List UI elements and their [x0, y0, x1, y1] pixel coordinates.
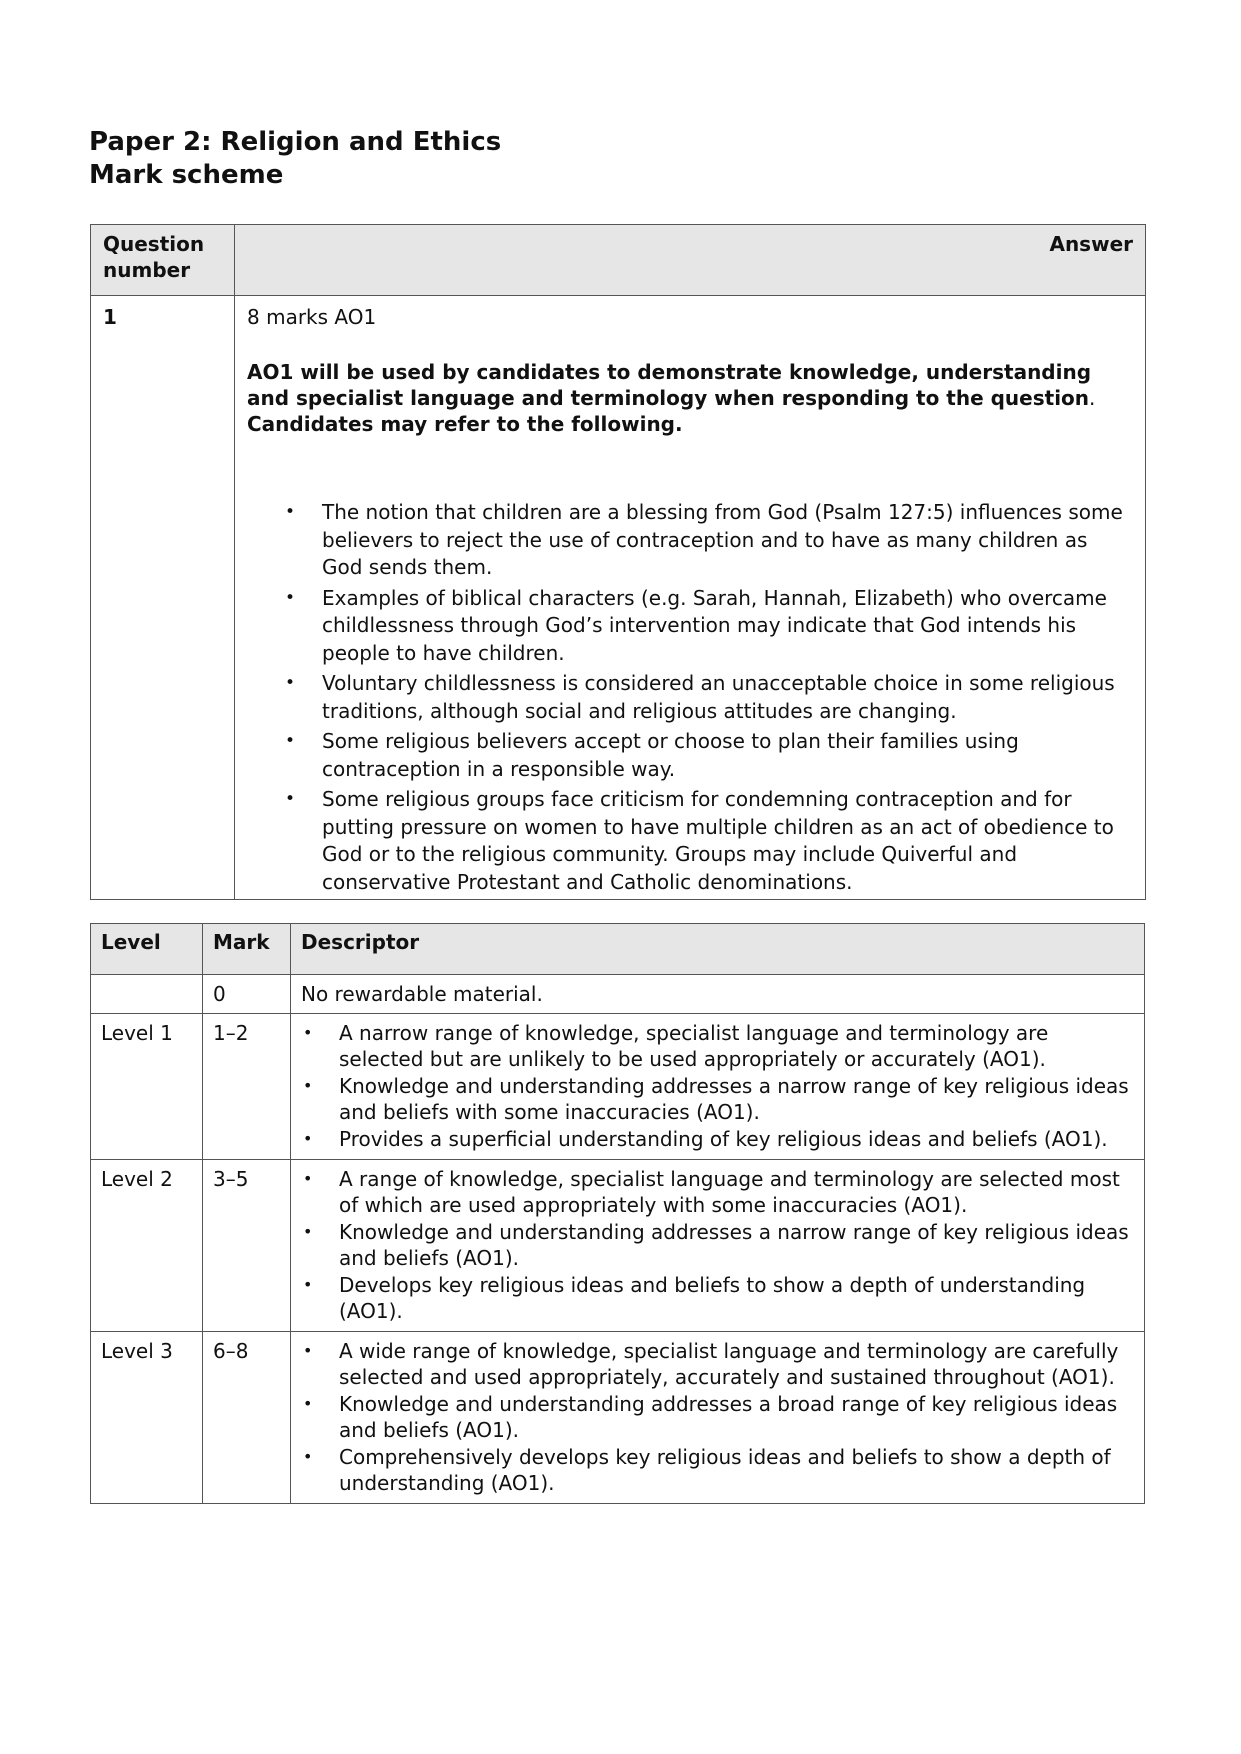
ao1-guidance-refer: Candidates may refer to the following. — [247, 412, 683, 436]
question-number: 1 — [91, 296, 235, 900]
paper-title: Paper 2: Religion and Ethics — [89, 127, 502, 157]
descriptor-point: • Develops key religious ideas and beliefs to show a depth of understanding (AO1). — [301, 1272, 1134, 1324]
descriptor-cell — [291, 1014, 1145, 1160]
level-header: Level — [91, 924, 203, 975]
mark-cell: 3–5 — [203, 1160, 291, 1332]
level-row-2 — [91, 1160, 1145, 1332]
mark-cell: 0 — [203, 975, 291, 1014]
descriptor-point: • Comprehensively develops key religious ideas and beliefs to show a depth of understanding (AO1). — [301, 1444, 1134, 1496]
ao1-guidance-bold: AO1 will be used by candidates to demonstrate knowledge, understanding and specialist language and terminology when responding to the question — [247, 360, 1092, 410]
level-table-header — [91, 924, 1145, 975]
indicative-point: • Examples of biblical characters (e.g. Sarah, Hannah, Elizabeth) who overcame childlessness through God’s intervention may indicate that God intends his people to have children. — [285, 585, 1133, 668]
mark-header: Mark — [203, 924, 291, 975]
descriptor-list — [301, 1020, 1134, 1152]
level-row-3 — [91, 1332, 1145, 1504]
indicative-content-list — [247, 499, 1133, 896]
indicative-point: • Voluntary childlessness is considered an unacceptable choice in some religious traditions, although social and religious attitudes are changing. — [285, 670, 1133, 725]
marks-allocation: 8 marks AO1 — [247, 305, 377, 329]
descriptor-cell — [291, 1332, 1145, 1504]
question-row — [91, 296, 1146, 900]
descriptor-point: • A narrow range of knowledge, specialist language and terminology are selected but are unlikely to be used appropriately or accurately (AO1). — [301, 1020, 1134, 1072]
descriptor-list — [301, 1338, 1134, 1496]
answer-cell — [235, 296, 1146, 900]
descriptor-point: • Provides a superficial understanding of key religious ideas and beliefs (AO1). — [301, 1126, 1134, 1152]
descriptor-point: • Knowledge and understanding addresses a narrow range of key religious ideas and beliefs (AO1). — [301, 1219, 1134, 1271]
level-row-1 — [91, 1014, 1145, 1160]
descriptor-point: • A range of knowledge, specialist language and terminology are selected most of which are used appropriately with some inaccuracies (AO1). — [301, 1166, 1134, 1218]
descriptor-cell: No rewardable material. — [291, 975, 1145, 1014]
level-cell: Level 1 — [91, 1014, 203, 1160]
ao1-guidance-period: . — [1089, 386, 1096, 410]
mark-cell: 6–8 — [203, 1332, 291, 1504]
indicative-point: • The notion that children are a blessing from God (Psalm 127:5) influences some believers to reject the use of contraception and to have as many children as God sends them. — [285, 499, 1133, 582]
descriptor-header: Descriptor — [291, 924, 1145, 975]
descriptor-point: • Knowledge and understanding addresses a narrow range of key religious ideas and beliefs with some inaccuracies (AO1). — [301, 1073, 1134, 1125]
level-row-0 — [91, 975, 1145, 1014]
descriptor-point: • Knowledge and understanding addresses a broad range of key religious ideas and beliefs (AO1). — [301, 1391, 1134, 1443]
level-cell: Level 3 — [91, 1332, 203, 1504]
answer-header: Answer — [235, 225, 1146, 296]
descriptor-list — [301, 1166, 1134, 1324]
level-descriptor-table — [90, 923, 1145, 1504]
level-cell: Level 2 — [91, 1160, 203, 1332]
mark-scheme-subtitle: Mark scheme — [89, 160, 284, 190]
question-table — [90, 224, 1146, 900]
descriptor-cell — [291, 1160, 1145, 1332]
question-table-header — [91, 225, 1146, 296]
indicative-point: • Some religious groups face criticism for condemning contraception and for putting pressure on women to have multiple children as an act of obedience to God or to the religious community. Groups may include Quiverful and conservative Protestant and Catholic denominations. — [285, 786, 1133, 896]
mark-cell: 1–2 — [203, 1014, 291, 1160]
indicative-point: • Some religious believers accept or choose to plan their families using contraception in a responsible way. — [285, 728, 1133, 783]
descriptor-point: • A wide range of knowledge, specialist language and terminology are carefully selected and used appropriately, accurately and sustained throughout (AO1). — [301, 1338, 1134, 1390]
ao1-guidance — [247, 359, 1133, 437]
page-heading — [89, 126, 501, 192]
question-number-header: Question number — [91, 225, 235, 296]
level-cell — [91, 975, 203, 1014]
